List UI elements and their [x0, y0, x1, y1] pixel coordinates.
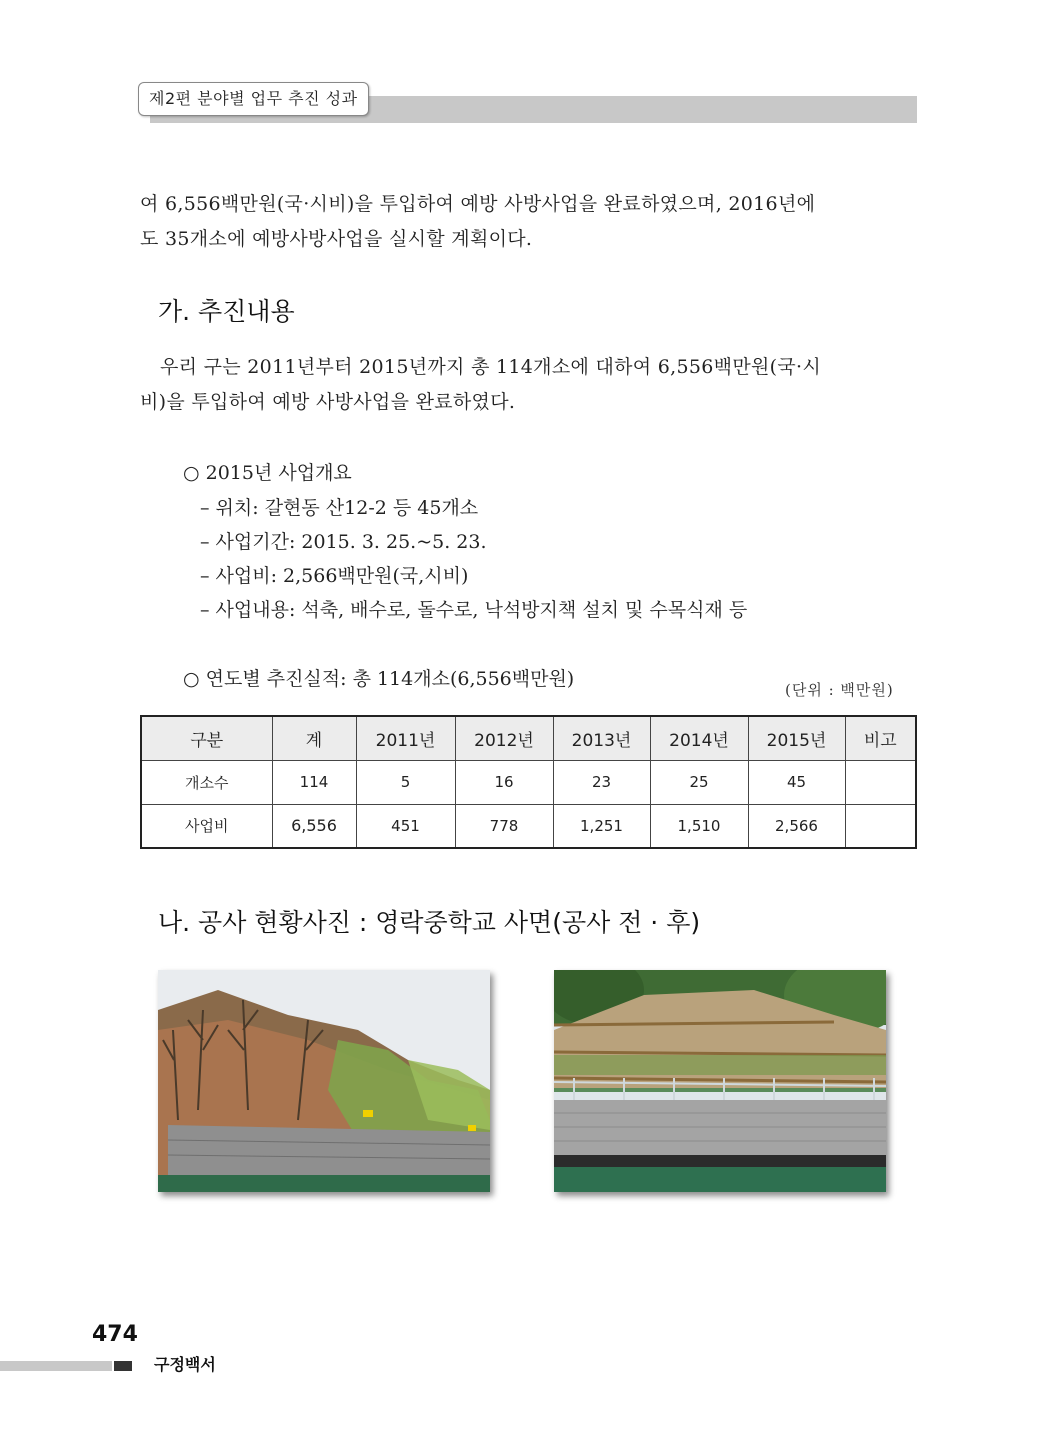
- overview-budget: – 사업비: 2,566백만원(국,시비): [200, 565, 469, 587]
- results-bullet: ○ 연도별 추진실적: 총 114개소(6,556백만원): [183, 668, 575, 690]
- intro-line-1: 여 6,556백만원(국·시비)을 투입하여 예방 사방사업을 완료하였으며, 2016년에: [140, 193, 816, 215]
- header-2014: 2014년: [650, 716, 748, 760]
- page-number: 474: [92, 1322, 138, 1347]
- table-cell: [845, 760, 916, 804]
- footer-bar: [0, 1361, 112, 1371]
- table-cell: 1,251: [553, 804, 650, 848]
- table-cell: 23: [553, 760, 650, 804]
- table-cell: 사업비: [141, 804, 272, 848]
- overview-period: – 사업기간: 2015. 3. 25.~5. 23.: [200, 531, 487, 553]
- intro-paragraph: [140, 187, 915, 257]
- section-b-title: 나. 공사 현황사진 : 영락중학교 사면(공사 전 · 후): [158, 908, 701, 937]
- table-cell: [845, 804, 916, 848]
- table-cell: 25: [650, 760, 748, 804]
- section-a-line-1: 우리 구는 2011년부터 2015년까지 총 114개소에 대하여 6,556백만원(국·시: [160, 356, 821, 378]
- photo-after-construction: [554, 970, 886, 1192]
- unit-label: (단위 : 백만원): [785, 681, 894, 699]
- table-cell: 114: [272, 760, 356, 804]
- table-cell: 778: [455, 804, 553, 848]
- section-a-line-2: 비)을 투입하여 예방 사방사업을 완료하였다.: [140, 391, 516, 413]
- table-row: [141, 804, 916, 848]
- header-2015: 2015년: [748, 716, 845, 760]
- book-title: 구정백서: [154, 1355, 216, 1374]
- header-total: 계: [272, 716, 356, 760]
- table-cell: 16: [455, 760, 553, 804]
- header-2013: 2013년: [553, 716, 650, 760]
- overview-location: – 위치: 갈현동 산12-2 등 45개소: [200, 497, 479, 519]
- footer-square: [114, 1361, 132, 1371]
- table-cell: 6,556: [272, 804, 356, 848]
- table-cell: 개소수: [141, 760, 272, 804]
- intro-line-2: 도 35개소에 예방사방사업을 실시할 계획이다.: [140, 228, 533, 250]
- table-cell: 1,510: [650, 804, 748, 848]
- header-category: 구분: [141, 716, 272, 760]
- table-cell: 2,566: [748, 804, 845, 848]
- results-table: [140, 715, 917, 849]
- table-cell: 45: [748, 760, 845, 804]
- section-label: 제2편 분야별 업무 추진 성과: [138, 82, 369, 116]
- section-a-paragraph: [140, 350, 915, 420]
- table-cell: 451: [356, 804, 455, 848]
- section-a-title: 가. 추진내용: [158, 297, 295, 326]
- table-header-row: [141, 716, 916, 760]
- header-2012: 2012년: [455, 716, 553, 760]
- photo-before-construction: [158, 970, 490, 1192]
- header-remarks: 비고: [845, 716, 916, 760]
- header-2011: 2011년: [356, 716, 455, 760]
- table-row: [141, 760, 916, 804]
- overview-bullet: ○ 2015년 사업개요: [183, 462, 352, 484]
- overview-contents: – 사업내용: 석축, 배수로, 돌수로, 낙석방지책 설치 및 수목식재 등: [200, 599, 748, 621]
- table-cell: 5: [356, 760, 455, 804]
